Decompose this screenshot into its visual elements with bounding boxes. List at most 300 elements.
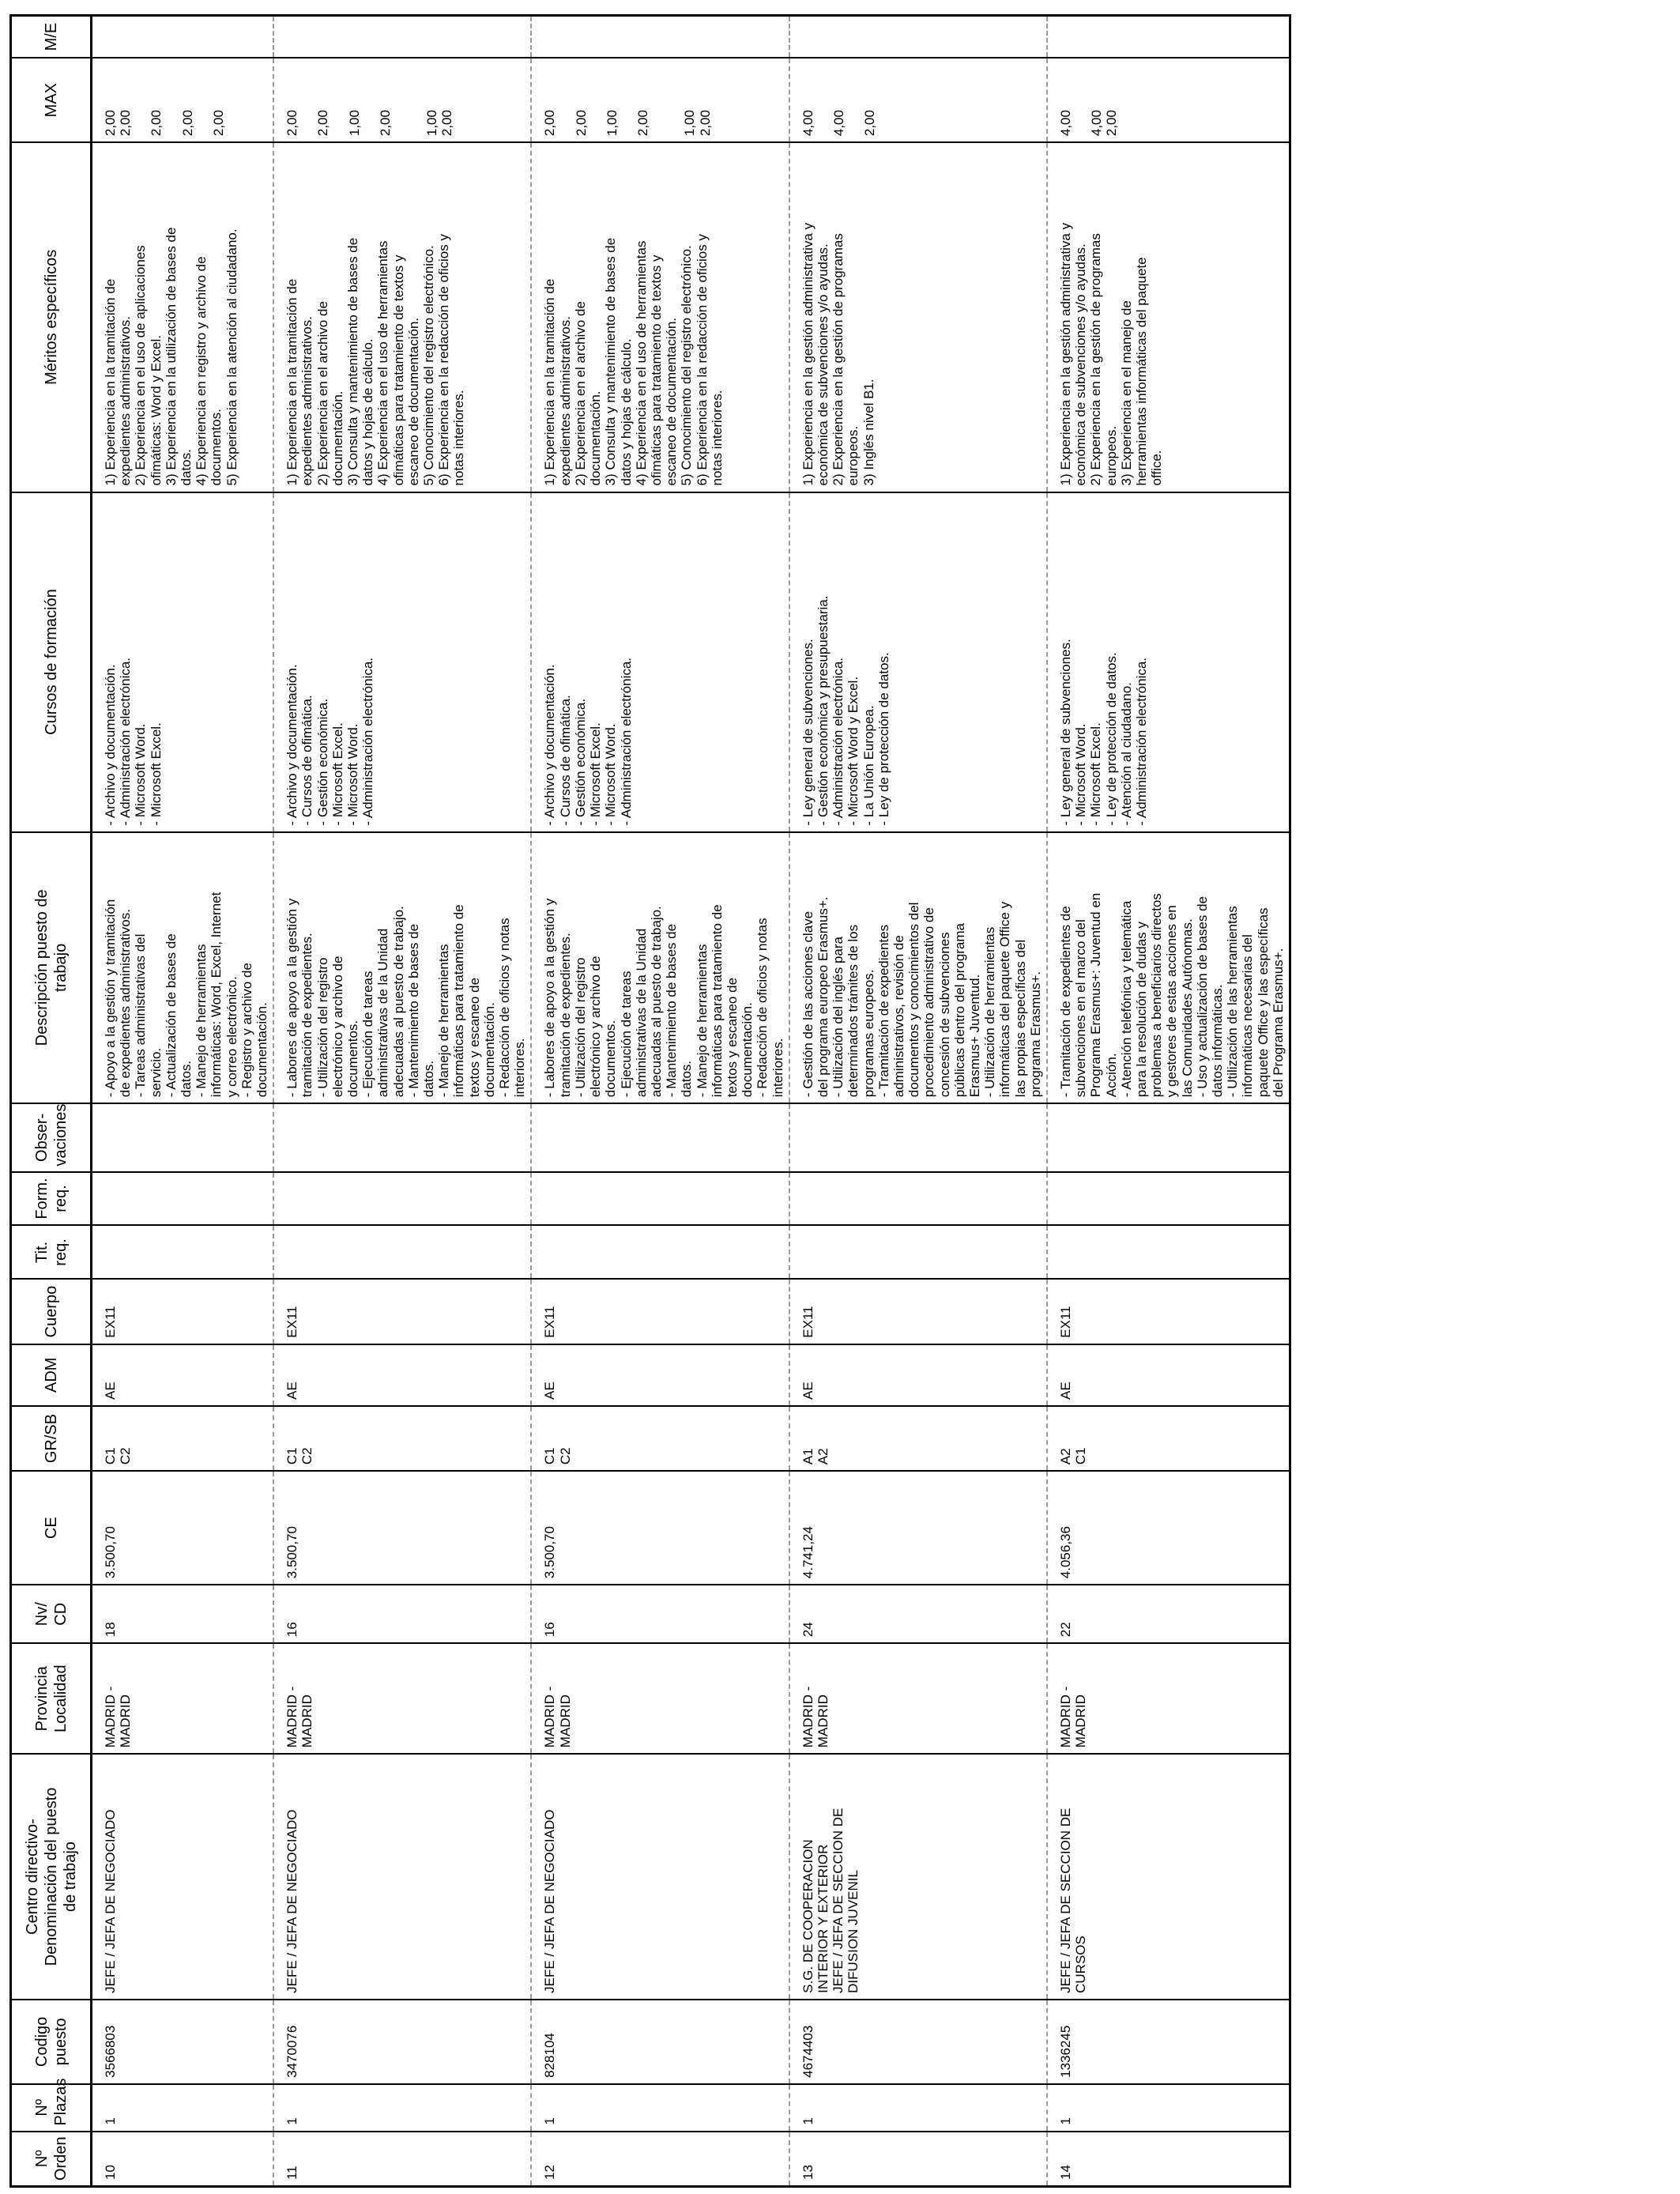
rotated-page [0,8,1580,2194]
cell-line: vaciones [51,1103,70,1167]
cell-line: electrónico y archivo de [330,956,345,1098]
descripcion-cell [789,832,1047,1104]
cell-line: Programa Erasmus+: Juventud en [1088,892,1104,1098]
cell-line: determinados trámites de los [846,924,861,1098]
cell-line: - Utilización del registro [572,957,588,1098]
cell-line: electrónico y archivo de [588,956,604,1098]
cell-line: Nº [32,2150,51,2168]
cell-line: 3566803 [103,2025,118,2078]
meritos-cell [789,142,1047,492]
cuerpo-cell [789,1279,1047,1344]
descripcion-cell [1047,832,1290,1104]
cell-line: informáticas para tratamiento de [709,904,725,1098]
cell-line: - Gestión de las acciones clave [800,910,816,1098]
cell-line: 14 [1057,2165,1073,2180]
max-cell [1047,58,1290,142]
cell-line: Cuerpo [42,1285,60,1338]
cuerpo-cell [1047,1279,1290,1344]
orden-cell [273,2132,531,2187]
cell-line [195,64,211,136]
ce-cell [273,1471,531,1585]
cell-line: 12 [542,2165,558,2180]
cell-line: 22 [1057,1622,1073,1638]
provincia-cell [1047,1643,1290,1754]
cell-line: 4,00 [1057,110,1073,137]
centro-cell [531,1754,789,2000]
cell-line: 1) Experiencia en la gestión administrativa y [1057,222,1073,486]
cell-line: 2,00 [210,110,226,137]
cell-line: 2,00 [635,110,651,137]
cell-line [558,64,574,136]
ce-cell [1047,1471,1290,1585]
cell-line: textos y escaneo de [466,977,482,1098]
cell-line: MADRID - [1057,1686,1073,1748]
formacion-cell [789,1172,1047,1226]
cell-line [164,64,180,136]
cell-line: tramitación de expedientes. [557,933,573,1098]
cell-line: y correo electrónico. [224,976,239,1098]
cell-line: 6) Experiencia en la redacción de oficios y [694,234,710,486]
cell-line: administrativos, revisión de [891,935,906,1098]
cell-line: - Manejo de herramientas [694,944,710,1098]
cell-line: herramientas informáticas del paquete [1134,257,1149,486]
cell-line: - Cursos de ofimática. [299,695,315,826]
cell-line: del programa europeo Erasmus+. [815,896,831,1098]
cell-line: datos. [679,1060,695,1098]
cursos-cell [789,492,1047,832]
me-cell [531,16,789,58]
cell-line: Localidad [51,1664,70,1733]
cell-line: informáticas: Word, Excel, Internet [209,892,224,1098]
cell-line: 18 [103,1622,118,1638]
cell-line: 5) Experiencia en la atención al ciudadano. [224,228,239,486]
nivel-cell [92,1585,274,1643]
cell-line: ofimáticas para tratamiento de textos y [648,254,664,486]
cell-line: - Actualización de bases de [163,933,179,1098]
cell-line: 3.500,70 [542,1526,558,1579]
cell-line: y gestores de estas acciones en [1164,905,1180,1098]
col-formacion-header [11,1172,92,1226]
col-observaciones-header [11,1103,92,1171]
cell-line: Descripción puesto de [32,889,51,1046]
cell-line: programa Erasmus+. [1027,971,1043,1098]
cell-line: JEFE / JEFA DE NEGOCIADO [284,1809,300,1993]
cell-line: - Registro y archivo de [239,963,254,1098]
cuerpo-cell [531,1279,789,1344]
cell-line: EX11 [284,1306,300,1338]
cell-line: 2,00 [542,110,558,137]
cell-line: interiores. [770,1038,785,1098]
cell-line: 10 [103,2165,118,2180]
cell-line: documentación. [740,1002,755,1098]
cell-line: - Microsoft Word. [1073,723,1089,826]
orden-cell [531,2132,789,2187]
cell-line: para la resolución de dudas y [1134,922,1149,1098]
meritos-cell [531,142,789,492]
centro-cell [789,1754,1047,2000]
cell-line: puesto [51,2018,70,2066]
cell-line [1073,64,1089,136]
cell-line: administrativas de la Unidad [375,928,391,1098]
cell-line: subvenciones en el marco del [1073,919,1089,1098]
cell-line: 2) Experiencia en el uso de aplicaciones [133,245,149,486]
formacion-cell [273,1172,531,1226]
cell-line: 2,00 [103,110,118,137]
cell-line: - Utilización de herramientas [982,926,998,1098]
cell-line: ofimáticas para tratamiento de textos y [390,254,406,486]
cell-line: 2,00 [573,110,589,137]
titulacion-cell [92,1226,274,1280]
cell-line: adecuadas al puesto de trabajo. [390,906,406,1098]
cell-line: documentación. [588,390,604,486]
descripcion-cell [92,832,274,1104]
plazas-cell [273,2084,531,2132]
centro-cell [92,1754,274,2000]
cell-line: 3) Consulta y mantenimiento de bases de [345,237,361,486]
cell-line: - Microsoft Word. [603,723,619,826]
cell-line: INTERIOR Y EXTERIOR [815,1844,831,1993]
cell-line: públicas dentro del programa [951,923,967,1098]
cell-line: - Ley de protección de datos. [1103,652,1119,826]
cell-line: - Archivo y documentación. [284,664,300,826]
col-orden-header [11,2132,92,2187]
cell-line: procedimiento administrativo de [921,907,937,1098]
cell-line: - Microsoft Word. [133,723,149,826]
cell-line: - Ley general de subvenciones. [800,639,816,826]
cell-line: - Microsoft Excel. [330,722,345,826]
cell-line: programas europeos. [861,969,876,1098]
col-cuerpo-header [11,1279,92,1344]
max-cell [531,58,789,142]
codigo-cell [531,2000,789,2084]
cell-line: 1 [103,2117,118,2125]
col-max-header [11,58,92,142]
centro-cell [1047,1754,1290,2000]
cell-line: adecuadas al puesto de trabajo. [648,906,664,1098]
cell-line: 13 [800,2165,816,2180]
cell-line: - Atención telefónica y telemática [1118,900,1134,1098]
me-cell [1047,16,1290,58]
cell-line: 4) Experiencia en el uso de herramientas [633,240,649,486]
cell-line: datos y hojas de cálculo. [618,338,634,486]
grupo-cell [789,1406,1047,1471]
cell-line: - Administración electrónica. [831,657,846,826]
cell-line: C1 [1073,1447,1089,1465]
cell-line: 1 [1057,2117,1073,2125]
cell-line: - Microsoft Excel. [588,722,604,826]
cell-line: 16 [284,1622,300,1638]
cell-line: documentación. [481,1002,497,1098]
cell-line: documentos y conocimientos del [906,902,922,1098]
cell-line [331,64,347,136]
cell-line: documentación. [254,1002,270,1098]
cell-line: 24 [800,1622,816,1638]
codigo-cell [1047,2000,1290,2084]
cell-line: C2 [299,1447,315,1465]
cell-line: 2,00 [149,110,164,137]
table-row [789,16,1047,2187]
cell-line: - Ley de protección de datos. [876,652,891,826]
cell-line: documentación. [330,390,345,486]
meritos-cell [92,142,274,492]
grupo-cell [273,1406,531,1471]
descripcion-cell [531,832,789,1104]
titulacion-cell [789,1226,1047,1280]
cell-line: 6) Experiencia en la redacción de oficios y [436,234,452,486]
cell-line: expedientes administrativos. [557,316,573,486]
plazas-cell [92,2084,274,2132]
cell-line: paquete Office y las específicas [1255,907,1271,1098]
nivel-cell [273,1585,531,1643]
cell-line [362,64,378,136]
formacion-cell [92,1172,274,1226]
cell-line: 1 [800,2117,816,2125]
provincia-cell [273,1643,531,1754]
cell-line: AE [1057,1382,1073,1400]
cell-line: MADRID - [542,1686,558,1748]
cell-line: expedientes administrativos. [299,316,315,486]
cell-line: 2,00 [439,110,455,137]
cell-line: las propias específicas del [1012,939,1028,1098]
cell-line: Codigo [32,2016,51,2068]
cell-line [589,64,605,136]
cell-line: ADM [42,1357,60,1393]
cell-line: 5) Conocimiento del registro electrónico. [421,245,437,486]
max-cell [789,58,1047,142]
col-descripcion-header [11,832,92,1104]
cell-line: de expedientes administrativos. [118,909,134,1098]
cell-line: - Mantenimiento de bases de [405,923,421,1098]
observaciones-cell [531,1103,789,1171]
cell-line: 4,00 [1089,110,1105,137]
cell-line: EX11 [103,1306,118,1338]
cell-line: - La Unión Europea. [861,705,876,826]
cell-line: documentos. [209,409,224,486]
col-codigo-header [11,2000,92,2084]
cell-line: - Labores de apoyo a la gestión y [542,898,558,1098]
cell-line: 1336245 [1057,2025,1073,2078]
nivel-cell [789,1585,1047,1643]
cell-line: 3.500,70 [284,1526,300,1579]
cell-line: interiores. [512,1038,528,1098]
cell-line: datos. [179,1060,194,1098]
cell-line: - Administración electrónica. [118,657,134,826]
cell-line: - Manejo de herramientas [194,944,209,1098]
table-row [273,16,531,2187]
cell-line: - Redacción de oficios y notas [497,918,513,1098]
cell-line: Denominación del puesto [42,1787,60,1966]
cell-line: 2,00 [1104,110,1120,137]
observaciones-cell [789,1103,1047,1171]
cell-line: - Utilización del registro [315,957,330,1098]
codigo-cell [273,2000,531,2084]
cell-line: 1) Experiencia en la tramitación de [542,278,558,486]
cell-line: Nv/ [32,1602,51,1627]
cell-line [393,64,409,136]
cell-line [133,64,149,136]
cell-line: económica de subvenciones y/o ayudas. [1073,243,1089,486]
plazas-cell [1047,2084,1290,2132]
cell-line: C1 [542,1447,558,1465]
provincia-cell [789,1643,1047,1754]
cell-line: Tit. [32,1241,51,1263]
ce-cell [92,1471,274,1585]
observaciones-cell [1047,1103,1290,1171]
cell-line: - Microsoft Word y Excel. [846,676,861,826]
cell-line: - Microsoft Word. [345,723,361,826]
cell-line: Orden [51,2136,70,2181]
cell-line: A2 [815,1448,831,1465]
cell-line: europeos. [1103,425,1119,486]
meritos-cell [1047,142,1290,492]
cell-line: EX11 [542,1306,558,1338]
codigo-cell [789,2000,1047,2084]
orden-cell [92,2132,274,2187]
cell-line: 3) Experiencia en la utilización de bases de [163,227,179,486]
cell-line [816,64,831,136]
cell-line: trabajo [51,943,70,992]
cell-line: - Ley general de subvenciones. [1057,639,1073,826]
cursos-cell [1047,492,1290,832]
cell-line: datos y hojas de cálculo. [360,338,376,486]
cell-line: las Comunidades Autónomas. [1179,918,1195,1098]
cell-line: - Utilización del inglés para [831,937,846,1098]
cell-line: MADRID [557,1695,573,1748]
cell-line: 1,00 [604,110,620,137]
cell-line: 1,00 [682,110,698,137]
cell-line: MADRID - [103,1686,118,1748]
cell-line: DIFUSION JUVENIL [846,1870,861,1993]
titulacion-cell [273,1226,531,1280]
cell-line: - Redacción de oficios y notas [755,918,770,1098]
cell-line: 3.500,70 [103,1526,118,1579]
cell-line: C2 [118,1447,134,1465]
cell-line: MAX [42,82,60,118]
nivel-cell [531,1585,789,1643]
cell-line [650,64,666,136]
titulacion-cell [1047,1226,1290,1280]
cell-line: europeos. [846,425,861,486]
cuerpo-cell [92,1279,274,1344]
col-ce-header [11,1471,92,1585]
cell-line [846,64,862,136]
cell-line: C1 [284,1447,300,1465]
ce-cell [789,1471,1047,1585]
cell-line: textos y escaneo de [724,977,740,1098]
cell-line: MADRID [299,1695,315,1748]
cell-line: tramitación de expedientes. [299,933,315,1098]
cell-line: escaneo de documentación. [405,317,421,486]
cell-line: - Mantenimiento de bases de [664,923,680,1098]
centro-cell [273,1754,531,2000]
cell-line [620,64,635,136]
cell-line: - Ejecución de tareas [360,971,376,1098]
cell-line: 1 [542,2117,558,2125]
cell-line: 2,00 [284,110,300,137]
cell-line: 2,00 [179,110,195,137]
cursos-cell [273,492,531,832]
cell-line: 4.056,36 [1057,1526,1073,1579]
ce-cell [531,1471,789,1585]
col-plazas-header [11,2078,92,2132]
cell-line: - Apoyo a la gestión y tramitación [103,899,118,1098]
cell-line: 2) Experiencia en el archivo de [315,301,330,486]
cell-line: - Labores de apoyo a la gestión y [284,898,300,1098]
grupo-cell [92,1406,274,1471]
formacion-cell [1047,1172,1290,1226]
cell-line: - Ejecución de tareas [618,971,634,1098]
cell-line: CE [42,1517,60,1540]
cell-line: C2 [557,1447,573,1465]
cell-line: MADRID [1073,1695,1089,1748]
cell-line: ofimáticas: Word y Excel. [148,334,164,486]
descripcion-cell [273,832,531,1104]
cell-line: notas interiores. [709,390,725,486]
cell-line: CURSOS [1073,1936,1089,1993]
cell-line: 2,00 [315,110,331,137]
cell-line: EX11 [1057,1306,1073,1338]
cell-line: - Archivo y documentación. [103,664,118,826]
vacancies-table [9,14,1291,2188]
cell-line: - Cursos de ofimática. [557,695,573,826]
cell-line: escaneo de documentación. [664,317,680,486]
cell-line: JEFE / JEFA DE SECCION DE [1057,1808,1073,1993]
cell-line: AE [542,1382,558,1400]
cell-line [299,64,315,136]
cell-line: 4) Experiencia en registro y archivo de [194,256,209,486]
cell-line [666,64,682,136]
cell-line: - Gestión económica. [315,698,330,826]
cell-line: Centro directivo- [23,1819,41,1935]
table-row [1047,16,1290,2187]
nivel-cell [1047,1585,1290,1643]
cursos-cell [531,492,789,832]
cell-line: A1 [800,1448,816,1465]
cell-line: servicio. [148,1047,164,1098]
cell-line: 1) Experiencia en la tramitación de [103,278,118,486]
cell-line: C1 [103,1447,118,1465]
provincia-cell [92,1643,274,1754]
formacion-cell [531,1172,789,1226]
cell-line: - Gestión económica. [572,698,588,826]
cell-line: Nº [32,2098,51,2117]
cell-line: Cursos de formación [42,589,60,735]
me-cell [273,16,531,58]
cell-line: - Uso y actualización de bases de [1194,895,1210,1098]
col-cursos-header [11,492,92,832]
cell-line: 2,00 [118,110,134,137]
cell-line: 4,00 [800,110,816,137]
cell-line: documentos. [603,1020,619,1098]
cell-line: M/E [42,22,60,51]
cell-line: documentos. [345,1020,361,1098]
cell-line: - Microsoft Excel. [148,722,164,826]
cell-line: - Administración electrónica. [360,657,376,826]
table-row [92,16,274,2187]
col-provincia-header [11,1643,92,1754]
max-cell [92,58,274,142]
cell-line: 3) Experiencia en el manejo de [1118,300,1134,486]
provincia-cell [531,1643,789,1754]
cell-line: datos informáticas. [1210,984,1226,1098]
cell-line: Provincia [32,1666,51,1732]
cell-line: - Archivo y documentación. [542,664,558,826]
cell-line: - Tramitación de expedientes de [1057,906,1073,1098]
cell-line: - Tareas administrativas del [133,933,149,1098]
titulacion-cell [531,1226,789,1280]
cell-line: Acción. [1103,1053,1119,1098]
cell-line: - Gestión económica y presupuestaria. [815,595,831,826]
